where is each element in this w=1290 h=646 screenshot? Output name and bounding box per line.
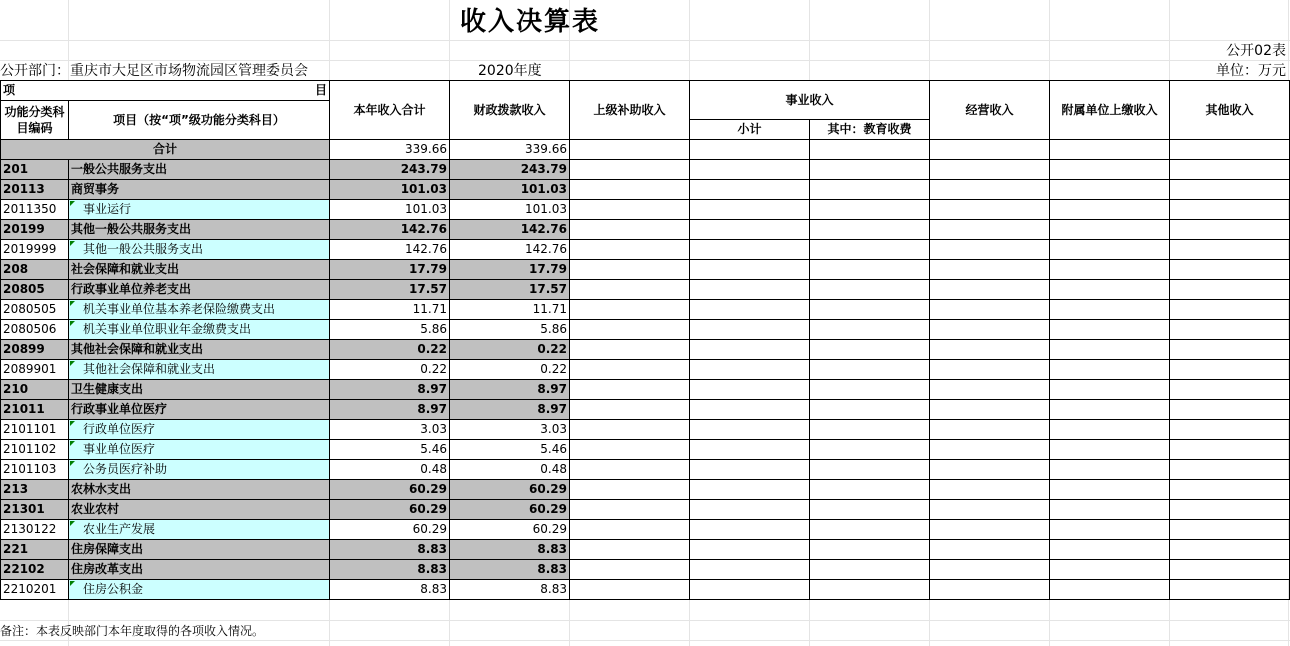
row-total: 142.76 [330, 220, 450, 240]
row-fiscal: 8.97 [450, 400, 570, 420]
header-business: 事业收入 [690, 81, 930, 120]
table-row [1, 280, 1290, 300]
empty-cell [810, 480, 930, 500]
row-total: 5.46 [330, 440, 450, 460]
row-fiscal: 3.03 [450, 420, 570, 440]
empty-cell [1050, 140, 1170, 160]
empty-cell [1050, 520, 1170, 540]
row-code: 2019999 [1, 240, 69, 260]
row-name: 社会保障和就业支出 [69, 260, 330, 280]
income-table [0, 80, 1290, 600]
header-code-text: 功能分类科目编码 [4, 105, 65, 135]
row-total: 11.71 [330, 300, 450, 320]
table-row [1, 480, 1290, 500]
row-code: 2101101 [1, 420, 69, 440]
empty-cell [1050, 420, 1170, 440]
empty-cell [930, 500, 1050, 520]
empty-cell [1050, 400, 1170, 420]
row-code: 2101103 [1, 460, 69, 480]
row-name: 住房改革支出 [69, 560, 330, 580]
empty-cell [810, 180, 930, 200]
table-row [1, 220, 1290, 240]
empty-cell [930, 540, 1050, 560]
table-row [1, 560, 1290, 580]
row-fiscal: 8.83 [450, 580, 570, 600]
empty-cell [930, 220, 1050, 240]
header-education: 其中：教育收费 [810, 120, 930, 140]
empty-cell [570, 480, 690, 500]
empty-cell [1170, 160, 1290, 180]
empty-cell [1050, 320, 1170, 340]
row-name: 其他一般公共服务支出 [69, 220, 330, 240]
table-row [1, 460, 1290, 480]
empty-cell [690, 460, 810, 480]
header-mu: 目 [314, 83, 327, 97]
row-total: 8.83 [330, 560, 450, 580]
empty-cell [570, 560, 690, 580]
row-total: 17.57 [330, 280, 450, 300]
row-total: 8.83 [330, 540, 450, 560]
empty-cell [1170, 360, 1290, 380]
row-code: 2130122 [1, 520, 69, 540]
row-fiscal: 5.46 [450, 440, 570, 460]
row-name: 农业生产发展 [69, 520, 330, 540]
row-total: 5.86 [330, 320, 450, 340]
row-code: 2089901 [1, 360, 69, 380]
empty-cell [930, 240, 1050, 260]
empty-cell [570, 320, 690, 340]
empty-cell [1050, 380, 1170, 400]
empty-cell [930, 140, 1050, 160]
empty-cell [810, 580, 930, 600]
empty-cell [1170, 380, 1290, 400]
empty-cell [570, 400, 690, 420]
table-row [1, 540, 1290, 560]
header-superior: 上级补助收入 [570, 81, 690, 140]
row-total: 101.03 [330, 180, 450, 200]
row-name: 住房公积金 [69, 580, 330, 600]
row-fiscal: 60.29 [450, 520, 570, 540]
row-name: 住房保障支出 [69, 540, 330, 560]
row-total: 60.29 [330, 480, 450, 500]
empty-cell [570, 220, 690, 240]
row-code: 2210201 [1, 580, 69, 600]
row-total: 3.03 [330, 420, 450, 440]
empty-cell [810, 320, 930, 340]
empty-cell [690, 420, 810, 440]
empty-cell [570, 460, 690, 480]
empty-cell [1170, 520, 1290, 540]
empty-cell [690, 300, 810, 320]
empty-cell [690, 360, 810, 380]
department-label: 公开部门：重庆市大足区市场物流园区管理委员会 [0, 63, 308, 79]
empty-cell [1050, 240, 1170, 260]
row-code: 213 [1, 480, 69, 500]
row-fiscal: 0.22 [450, 360, 570, 380]
table-id: 公开02表 [1226, 43, 1286, 59]
empty-cell [1050, 280, 1170, 300]
empty-cell [690, 240, 810, 260]
empty-cell [810, 560, 930, 580]
empty-cell [690, 580, 810, 600]
empty-cell [810, 340, 930, 360]
total-income: 339.66 [330, 140, 450, 160]
empty-cell [570, 160, 690, 180]
empty-cell [1170, 340, 1290, 360]
empty-cell [1050, 260, 1170, 280]
empty-cell [690, 500, 810, 520]
row-code: 21011 [1, 400, 69, 420]
table-row [1, 440, 1290, 460]
empty-cell [810, 440, 930, 460]
total-label: 合计 [1, 140, 330, 160]
empty-cell [930, 160, 1050, 180]
row-code: 208 [1, 260, 69, 280]
unit-label: 单位：万元 [1216, 63, 1286, 79]
empty-cell [1170, 140, 1290, 160]
row-fiscal: 17.79 [450, 260, 570, 280]
row-code: 22102 [1, 560, 69, 580]
empty-cell [570, 380, 690, 400]
empty-cell [810, 540, 930, 560]
row-name: 事业运行 [69, 200, 330, 220]
row-name: 一般公共服务支出 [69, 160, 330, 180]
table-row [1, 240, 1290, 260]
table-row [1, 160, 1290, 180]
row-name: 机关事业单位基本养老保险缴费支出 [69, 300, 330, 320]
row-code: 20899 [1, 340, 69, 360]
empty-cell [810, 200, 930, 220]
row-fiscal: 0.22 [450, 340, 570, 360]
row-total: 8.97 [330, 380, 450, 400]
header-operating: 经营收入 [930, 81, 1050, 140]
empty-cell [1050, 340, 1170, 360]
row-fiscal: 142.76 [450, 220, 570, 240]
header-code [1, 101, 69, 140]
empty-cell [1050, 480, 1170, 500]
empty-cell [570, 280, 690, 300]
row-fiscal: 8.97 [450, 380, 570, 400]
row-total: 8.97 [330, 400, 450, 420]
table-row [1, 260, 1290, 280]
empty-cell [1050, 500, 1170, 520]
empty-cell [930, 180, 1050, 200]
empty-cell [690, 160, 810, 180]
empty-cell [570, 240, 690, 260]
empty-cell [1050, 460, 1170, 480]
empty-cell [930, 360, 1050, 380]
header-name: 项目（按“项”级功能分类科目） [69, 101, 330, 140]
row-name: 行政事业单位养老支出 [69, 280, 330, 300]
empty-cell [570, 260, 690, 280]
table-row [1, 580, 1290, 600]
row-fiscal: 142.76 [450, 240, 570, 260]
table-row [1, 300, 1290, 320]
row-code: 20199 [1, 220, 69, 240]
row-fiscal: 0.48 [450, 460, 570, 480]
row-code: 210 [1, 380, 69, 400]
row-fiscal: 101.03 [450, 200, 570, 220]
empty-cell [1170, 260, 1290, 280]
empty-cell [810, 240, 930, 260]
row-name: 农林水支出 [69, 480, 330, 500]
empty-cell [570, 420, 690, 440]
empty-cell [690, 480, 810, 500]
empty-cell [1170, 540, 1290, 560]
total-fiscal: 339.66 [450, 140, 570, 160]
row-total: 60.29 [330, 500, 450, 520]
header-fiscal: 财政拨款收入 [450, 81, 570, 140]
empty-cell [930, 460, 1050, 480]
empty-cell [810, 140, 930, 160]
empty-cell [690, 200, 810, 220]
table-row [1, 420, 1290, 440]
row-code: 201 [1, 160, 69, 180]
empty-cell [1170, 220, 1290, 240]
empty-cell [1170, 560, 1290, 580]
empty-cell [1170, 460, 1290, 480]
empty-cell [690, 180, 810, 200]
header-other: 其他收入 [1170, 81, 1290, 140]
row-name: 其他一般公共服务支出 [69, 240, 330, 260]
empty-cell [930, 260, 1050, 280]
row-total: 60.29 [330, 520, 450, 540]
empty-cell [930, 480, 1050, 500]
table-row [1, 400, 1290, 420]
empty-cell [930, 200, 1050, 220]
empty-cell [930, 320, 1050, 340]
row-name: 其他社会保障和就业支出 [69, 360, 330, 380]
empty-cell [930, 420, 1050, 440]
header-affiliated: 附属单位上缴收入 [1050, 81, 1170, 140]
row-name: 其他社会保障和就业支出 [69, 340, 330, 360]
empty-cell [930, 560, 1050, 580]
empty-cell [1170, 480, 1290, 500]
empty-cell [930, 380, 1050, 400]
page-title: 收入决算表 [459, 7, 600, 37]
table-row [1, 380, 1290, 400]
row-fiscal: 60.29 [450, 480, 570, 500]
row-total: 0.22 [330, 360, 450, 380]
row-fiscal: 8.83 [450, 560, 570, 580]
empty-cell [1050, 560, 1170, 580]
empty-cell [810, 380, 930, 400]
empty-cell [930, 300, 1050, 320]
empty-cell [810, 460, 930, 480]
empty-cell [930, 340, 1050, 360]
row-name: 行政单位医疗 [69, 420, 330, 440]
total-row [1, 140, 1290, 160]
row-total: 142.76 [330, 240, 450, 260]
empty-cell [930, 520, 1050, 540]
empty-cell [810, 420, 930, 440]
empty-cell [810, 300, 930, 320]
empty-cell [1050, 220, 1170, 240]
row-total: 243.79 [330, 160, 450, 180]
empty-cell [570, 300, 690, 320]
empty-cell [930, 280, 1050, 300]
row-total: 0.48 [330, 460, 450, 480]
empty-cell [1170, 580, 1290, 600]
empty-cell [1170, 180, 1290, 200]
row-code: 20805 [1, 280, 69, 300]
empty-cell [1050, 200, 1170, 220]
table-row [1, 520, 1290, 540]
fiscal-year: 2020年度 [478, 63, 542, 79]
empty-cell [1050, 180, 1170, 200]
table-row [1, 360, 1290, 380]
row-fiscal: 17.57 [450, 280, 570, 300]
empty-cell [570, 540, 690, 560]
header-xiang: 项 [3, 83, 16, 97]
empty-cell [810, 400, 930, 420]
empty-cell [930, 580, 1050, 600]
table-row [1, 320, 1290, 340]
table-row [1, 340, 1290, 360]
empty-cell [690, 320, 810, 340]
empty-cell [690, 400, 810, 420]
empty-cell [810, 520, 930, 540]
header-xiang-mu [1, 81, 330, 101]
empty-cell [570, 360, 690, 380]
empty-cell [810, 160, 930, 180]
header-total: 本年收入合计 [330, 81, 450, 140]
empty-cell [930, 400, 1050, 420]
row-code: 2011350 [1, 200, 69, 220]
header-subtotal: 小计 [690, 120, 810, 140]
empty-cell [570, 440, 690, 460]
empty-cell [810, 280, 930, 300]
empty-cell [690, 260, 810, 280]
row-code: 20113 [1, 180, 69, 200]
row-fiscal: 8.83 [450, 540, 570, 560]
empty-cell [570, 180, 690, 200]
empty-cell [570, 340, 690, 360]
empty-cell [1050, 300, 1170, 320]
row-fiscal: 60.29 [450, 500, 570, 520]
row-name: 商贸事务 [69, 180, 330, 200]
empty-cell [1170, 420, 1290, 440]
row-code: 2080505 [1, 300, 69, 320]
empty-cell [810, 360, 930, 380]
empty-cell [1050, 440, 1170, 460]
empty-cell [690, 380, 810, 400]
empty-cell [1050, 160, 1170, 180]
empty-cell [690, 560, 810, 580]
row-fiscal: 5.86 [450, 320, 570, 340]
row-name: 公务员医疗补助 [69, 460, 330, 480]
empty-cell [690, 280, 810, 300]
row-total: 0.22 [330, 340, 450, 360]
row-name: 农业农村 [69, 500, 330, 520]
row-fiscal: 243.79 [450, 160, 570, 180]
row-code: 21301 [1, 500, 69, 520]
empty-cell [1170, 320, 1290, 340]
empty-cell [810, 260, 930, 280]
empty-cell [690, 140, 810, 160]
table-row [1, 180, 1290, 200]
empty-cell [810, 220, 930, 240]
table-row [1, 500, 1290, 520]
empty-cell [1170, 200, 1290, 220]
table-row [1, 200, 1290, 220]
empty-cell [690, 520, 810, 540]
empty-cell [570, 580, 690, 600]
empty-cell [1050, 540, 1170, 560]
row-total: 8.83 [330, 580, 450, 600]
empty-cell [690, 340, 810, 360]
empty-cell [1170, 280, 1290, 300]
empty-cell [1170, 440, 1290, 460]
row-name: 卫生健康支出 [69, 380, 330, 400]
empty-cell [570, 500, 690, 520]
empty-cell [1170, 300, 1290, 320]
row-name: 机关事业单位职业年金缴费支出 [69, 320, 330, 340]
empty-cell [810, 500, 930, 520]
row-fiscal: 11.71 [450, 300, 570, 320]
row-code: 2101102 [1, 440, 69, 460]
empty-cell [570, 200, 690, 220]
row-total: 17.79 [330, 260, 450, 280]
row-total: 101.03 [330, 200, 450, 220]
empty-cell [1170, 400, 1290, 420]
row-name: 行政事业单位医疗 [69, 400, 330, 420]
empty-cell [1170, 240, 1290, 260]
empty-cell [690, 220, 810, 240]
row-fiscal: 101.03 [450, 180, 570, 200]
empty-cell [690, 440, 810, 460]
empty-cell [690, 540, 810, 560]
footnote: 备注：本表反映部门本年度取得的各项收入情况。 [0, 624, 265, 638]
empty-cell [930, 440, 1050, 460]
row-name: 事业单位医疗 [69, 440, 330, 460]
empty-cell [1050, 360, 1170, 380]
row-code: 221 [1, 540, 69, 560]
empty-cell [1170, 500, 1290, 520]
empty-cell [1050, 580, 1170, 600]
empty-cell [570, 140, 690, 160]
row-code: 2080506 [1, 320, 69, 340]
empty-cell [570, 520, 690, 540]
